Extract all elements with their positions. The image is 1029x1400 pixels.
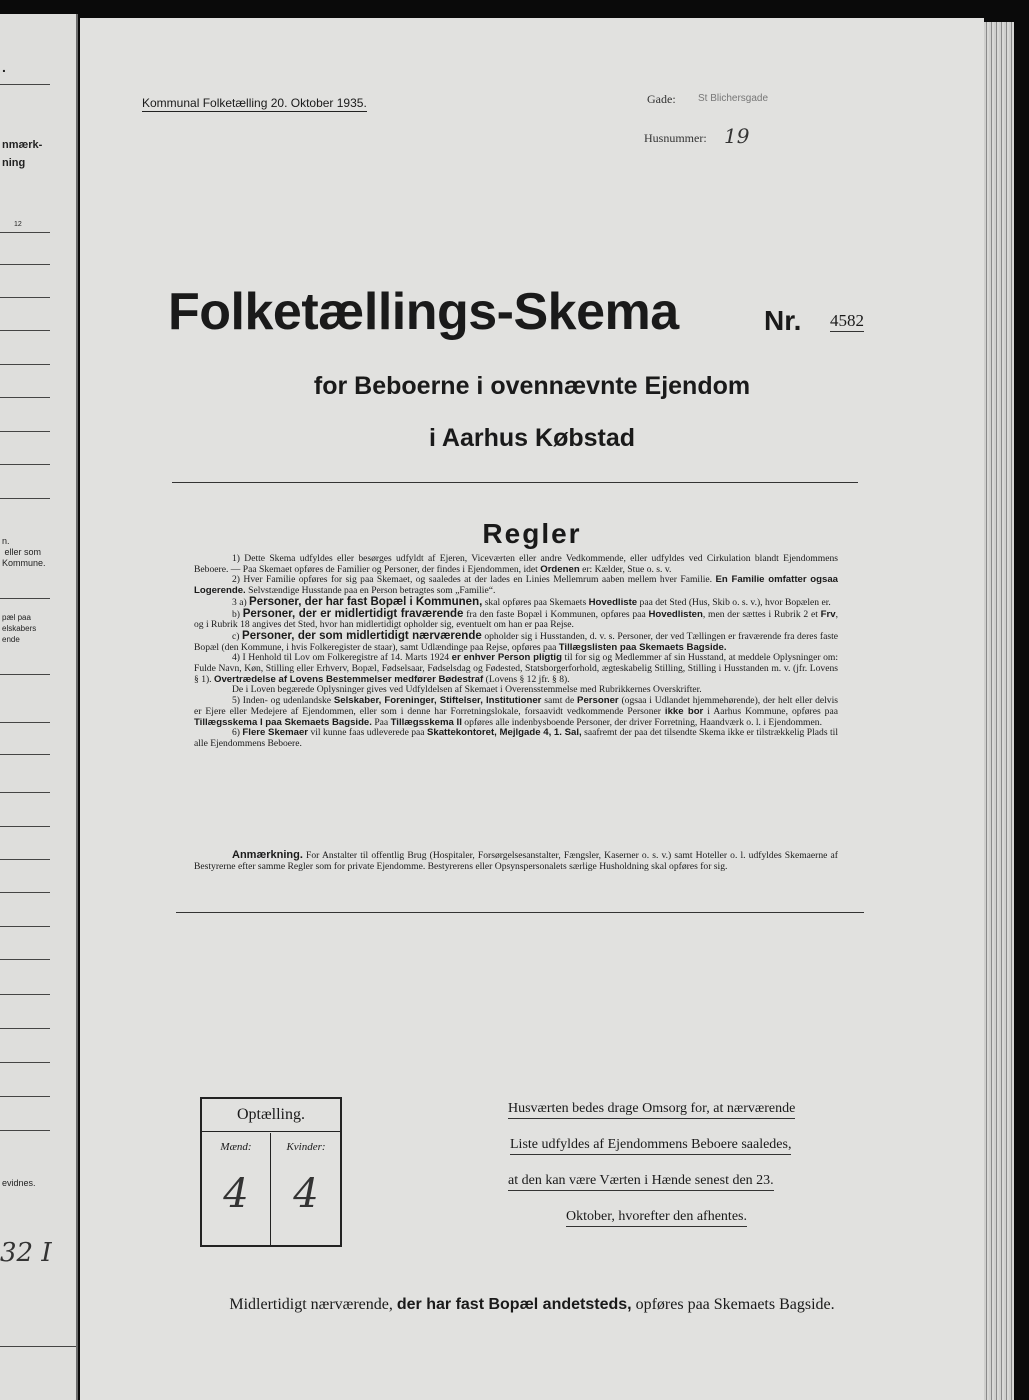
divider-top [172,482,858,483]
house-number-value: 19 [724,124,750,148]
census-header: Kommunal Folketælling 20. Oktober 1935. [142,96,367,110]
form-number-value: 4582 [830,311,864,330]
rule-3c: c) Personer, der som midlertidigt nærværende opholder sig i Husstanden, d. v. s. Personer, der ved Tællingen er fraværende fra deres faste Bopæl (den Kommune, i hvis Folkeregister de staar), samt Udlændinge paa Rejse, opføres paa Tillægslisten paa Skemaets Bagside. [194,629,838,653]
left-page-fragment-1: n. eller som Kommune. [2,536,46,568]
rules-body [194,554,838,750]
rule-5: 5) Inden- og udenlandske Selskaber, Foreninger, Stiftelser, Institutioner samt de Personer (ogsaa i Udlandet hjemmehørende), der helt eller delvis er Ejere eller Medejere af Ejendommen, eller som i denne har Forretningslokale, forsaavidt vedkommende Personer ikke bor i Aarhus Kommune, opføres paa Tillægsskema I paa Skemaets Bagside. Paa Tillægsskema II opføres alle indenbysboende Personer, der driver Forretning, Haandværk o. l. i Ejendommen. [194,695,839,728]
left-page-column-header: nmærk- ning [2,139,43,169]
remark-note [194,850,838,872]
rule-4-note: De i Loven begærede Oplysninger gives ved Udfyldelsen af Skemaet i Overensstemmelse med Rubrikkernes Overskrifter. [232,684,702,696]
host-notice-line-1: Husværten bedes drage Omsorg for, at nærværende [508,1100,795,1119]
left-page-fragment-2: pæl paa elskabers ende [2,613,37,644]
rule-6: 6) Flere Skemaer vil kunne faas udleverede paa Skattekontoret, Mejlgade 4, 1. Sal, saafremt der paa det tilsendte Skema ikke er tilstrækkelig Plads til alle Ejendommens Beboere. [194,727,838,749]
men-label: Mænd: [220,1141,252,1153]
divider-bottom [176,912,864,913]
rule-1: 1) Dette Skema udfyldes eller besørges udfyldt af Ejeren, Viceværten eller andre Vedkommende, eller udfyldes ved Cirkulation blandt Ejendommens Beboere. — Paa Skemaet opføres de Familier og Personer, der findes i Ejendommen, idet Ordenen er: Kælder, Stue o. s. v. [194,553,838,575]
page-edges [984,22,1014,1400]
street-label: Gade: [647,92,676,106]
rule-3a: 3 a) Personer, der har fast Bopæl i Kommunen, skal opføres paa Skemaets Hovedliste paa det Sted (Hus, Skib o. s. v.), hvor Bopælen er. [232,595,831,608]
women-count: 4 [293,1171,319,1217]
women-column [272,1133,340,1245]
margin-handwriting: 32 I [0,1238,52,1268]
remark-label: Anmærkning. [232,849,303,861]
left-page-column-number: 12 [14,221,22,228]
form-subtitle-1: for Beboerne i ovennævnte Ejendom [313,372,751,400]
form-subtitle-2: i Aarhus Købstad [428,424,636,452]
street-value: St Blichersgade [698,93,769,104]
rule-3b: b) Personer, der er midlertidigt fraværende fra den faste Bopæl i Kommunen, opføres paa Hovedlisten, men der sættes i Rubrik 2 et Frv, og i Rubrik 18 angives det Sted, hvor han midlertidigt opholder sig, eventuelt om han er paa Rejse. [194,607,838,631]
rule-4: 4) I Henhold til Lov om Folkeregistre af 14. Marts 1924 er enhver Person pligtig til for sig og Medlemmer af sin Husstand, at meddele Oplysninger om: Fulde Navn, Køn, Stilling eller Erhverv, Bopæl, Fødselsaar, Fødselsdag og Fødested, Statsborgerforhold, ægteskabelig Stilling, Stilling i Husstanden m. v. (jfr. Lovens § 1). Overtrædelse af Lovens Bestemmelser medfører Bødestraf (Lovens § 12 jfr. § 8). [194,652,839,685]
form-number-label: Nr. [764,305,802,336]
rules-heading: Regler [482,518,582,549]
rule-2: 2) Hver Familie opføres for sig paa Skemaet, og saaledes at der lades en Linies Mellemrum aaben mellem hver Familie. En Familie omfatter ogsaa Logerende. Selvstændige Husstande paa en Person betragtes som „Familie“. [194,574,839,597]
host-notice-line-4: Oktober, hvorefter den afhentes. [566,1208,747,1227]
previous-page-strip [0,14,78,1400]
men-column [202,1133,271,1245]
left-page-fragment-3: evidnes. [2,1178,36,1188]
women-label: Kvinder: [286,1141,326,1153]
host-notice-line-2: Liste udfyldes af Ejendommens Beboere saaledes, [510,1136,791,1155]
count-table [200,1097,342,1247]
count-title: Optælling. [202,1099,340,1132]
host-notice-line-3: at den kan være Værten i Hænde senest den 23. [508,1172,774,1191]
remark-text: For Anstalter til offentlig Brug (Hospitaler, Forsørgelsesanstalter, Fængsler, Kaserner o. s. v.) samt Hoteller o. l. udfyldes Skemaerne af Bestyrerne efter samme Regler som for private Ejendomme. Bestyrerens eller Opsynspersonalets særlige Husholdning skal opføres for sig. [194,850,838,872]
men-count: 4 [223,1171,249,1217]
footer-note: Midlertidigt nærværende, der har fast Bopæl andetsteds, opføres paa Skemaets Bagside. [229,1296,835,1313]
left-page-dot: . [2,59,6,75]
form-title: Folketællings-Skema [168,283,679,341]
house-number-label: Husnummer: [644,131,707,145]
